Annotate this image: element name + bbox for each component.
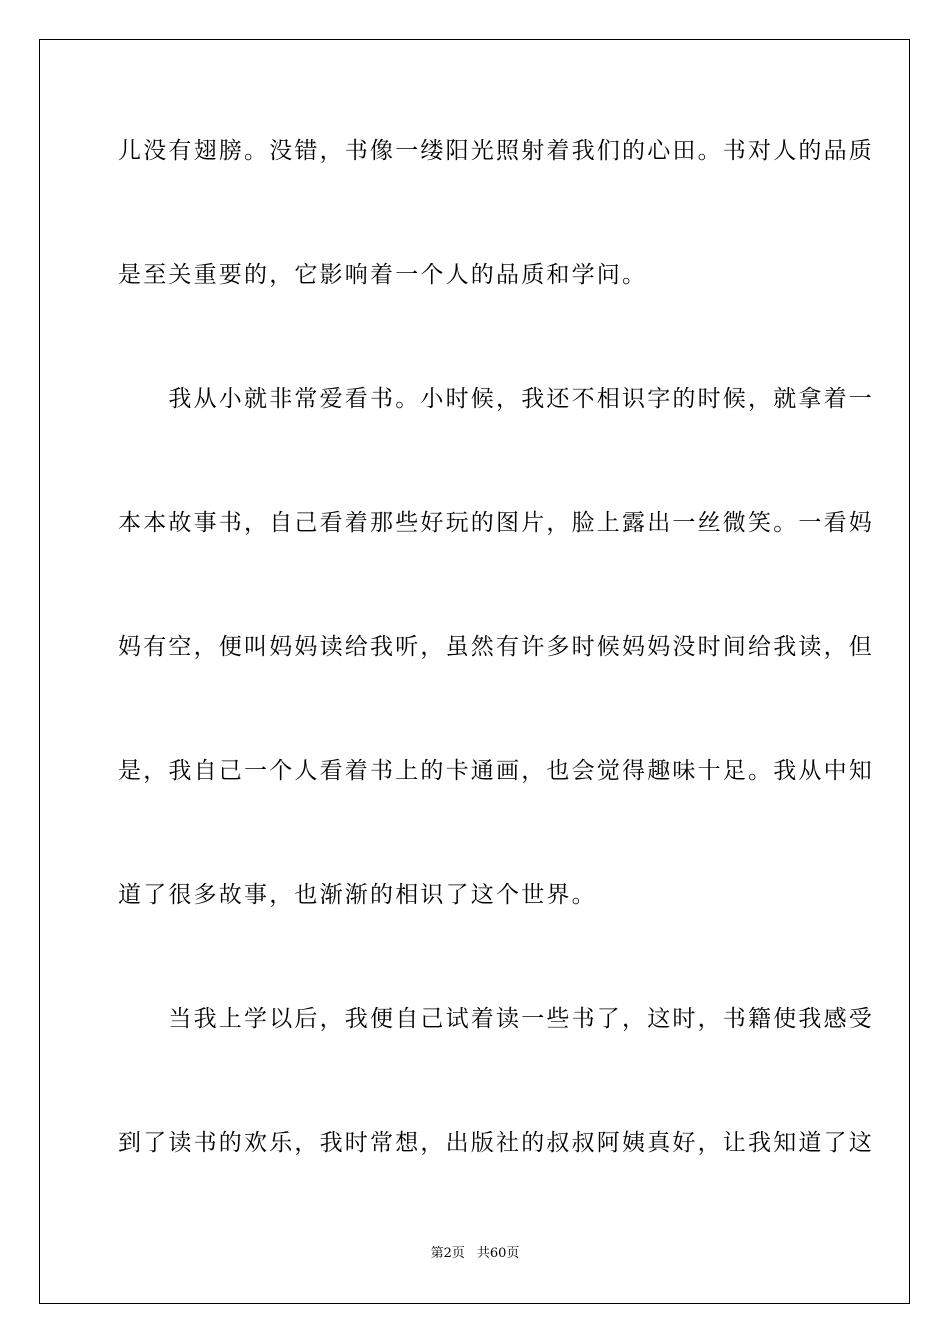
page-total: 共60页 [476, 1246, 520, 1261]
text-line: 到了读书的欢乐，我时常想，出版社的叔叔阿姨真好，让我知道了这 [118, 1130, 874, 1156]
page-border [39, 39, 910, 1304]
text-line: 儿没有翅膀。没错，书像一缕阳光照射着我们的心田。书对人的品质 [118, 138, 874, 164]
text-line: 是，我自己一个人看着书上的卡通画，也会觉得趣味十足。我从中知 [118, 758, 874, 784]
text-line: 道了很多故事，也渐渐的相识了这个世界。 [118, 882, 597, 908]
text-line: 是至关重要的，它影响着一个人的品质和学问。 [118, 262, 648, 288]
text-line: 当我上学以后，我便自己试着读一些书了，这时，书籍使我感受 [118, 1006, 874, 1032]
text-line: 妈有空，便叫妈妈读给我听，虽然有许多时候妈妈没时间给我读，但 [118, 634, 874, 660]
page-number: 第2页 [430, 1246, 465, 1261]
page-footer [0, 1245, 950, 1263]
text-line: 本本故事书，自己看着那些好玩的图片，脸上露出一丝微笑。一看妈 [118, 510, 874, 536]
text-line: 我从小就非常爱看书。小时候，我还不相识字的时候，就拿着一 [118, 386, 874, 412]
